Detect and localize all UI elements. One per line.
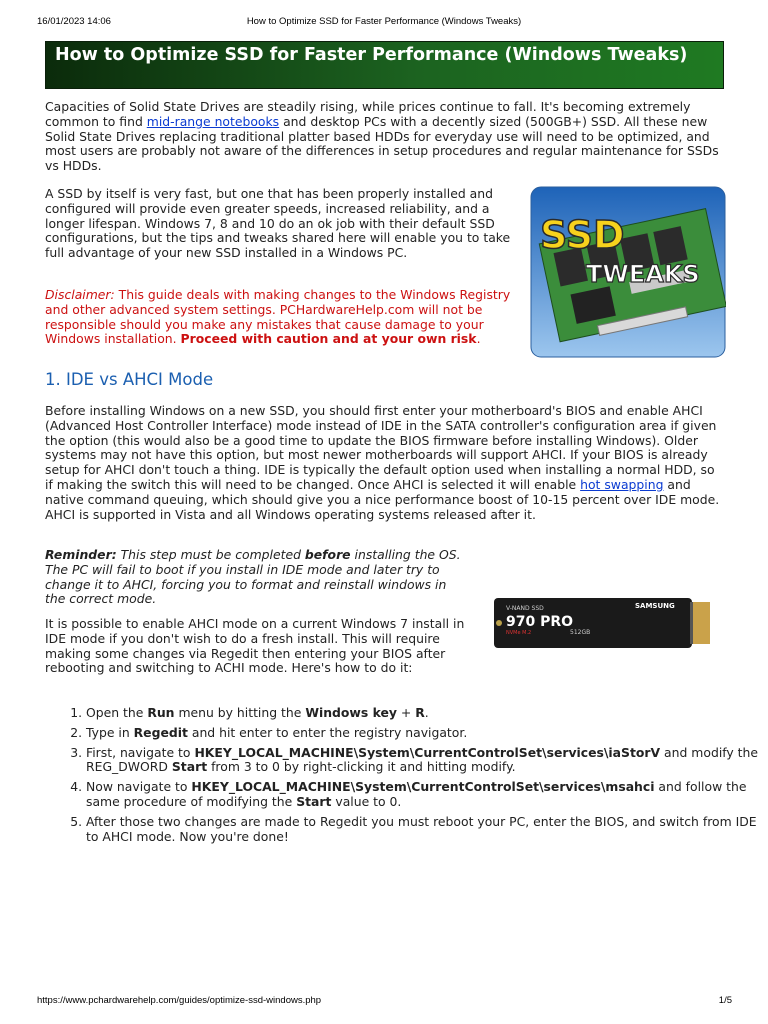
intro-paragraph: Capacities of Solid State Drives are steadily rising, while prices continue to fall. It's becoming extremely common to find mid-range notebooks and desktop PCs with a decently sized (500GB+) SSD. All these new Solid State Drives replacing traditional platter based HDDs for everyday use will need to be optimized, and most users are probably not aware of the differences in setup procedures and regular maintenance for SSDs vs HDDs. [45, 99, 719, 174]
ssd-model: 970 PRO [506, 614, 574, 630]
list-item: 1. Open the Run menu by hitting the Windows key + R. [86, 706, 766, 721]
page-number: 1/5 [718, 995, 732, 1006]
list-item: 4. Now navigate to HKEY_LOCAL_MACHINE\System\CurrentControlSet\services\msahci and follow the same procedure of modifying the Start value to 0. [86, 780, 766, 810]
steps-list [45, 706, 766, 849]
tweaks-image-line2: TWEAKS [586, 260, 700, 288]
print-title: How to Optimize SSD for Faster Performance (Windows Tweaks) [246, 16, 522, 27]
article-title-banner [45, 41, 724, 89]
ahci-paragraph: Before installing Windows on a new SSD, you should first enter your motherboard's BIOS and enable AHCI (Advanced Host Controller Interface) mode instead of IDE in the SATA controller's configuration area if given the option (this would also be a good time to update the BIOS firmware before installing Windows). Older systems may not have this option, but most newer motherboards will support AHCI. If your BIOS is already setup for AHCI don't touch a thing. IDE is typically the default option used when installing a normal HDD, so if making the switch this will need to be changed. Once AHCI is selected it will enable hot swapping and native command queuing, which should give you a nice performance boost of 10-15 percent over IDE mode. AHCI is supported in Vista and all Windows operating systems released after it. [45, 403, 720, 522]
ssd-speed-paragraph: A SSD by itself is very fast, but one that has been properly installed and configured will provide even greater speeds, increased reliability, and a longer lifespan. Windows 7, 8 and 10 do an ok job with their default SSD configurations, but the tips and tweaks shared here will enable you to take full advantage of your new SSD installed in a Windows PC. [45, 186, 511, 261]
hot-swapping-link[interactable]: hot swapping [580, 476, 664, 492]
print-date: 16/01/2023 14:06 [37, 16, 111, 27]
disclaimer: Disclaimer: This guide deals with making changes to the Windows Registry and other advanced system settings. PCHardwareHelp.com will not be responsible should you make any mistakes that cause damage to your Windows installation. Proceed with caution and at your own risk. [45, 287, 511, 347]
disclaimer-warning: Proceed with caution and at your own risk [180, 331, 477, 347]
reminder-note: Reminder: This step must be completed before installing the OS. The PC will fail to boot if you install in IDE mode and later try to change it to AHCI, forcing you to format and reinstall windows in the correct mode. [45, 547, 461, 607]
page-url: https://www.pchardwarehelp.com/guides/optimize-ssd-windows.php [37, 995, 322, 1006]
svg-text:NVMe M.2: NVMe M.2 [506, 630, 532, 636]
disclaimer-label: Disclaimer: [45, 287, 115, 302]
article-title: How to Optimize SSD for Faster Performance (Windows Tweaks) [55, 45, 688, 65]
reminder-label: Reminder: [45, 547, 117, 562]
regedit-intro-paragraph: It is possible to enable AHCI mode on a current Windows 7 install in IDE mode if you don't wish to do a fresh install. This will require making some changes via Regedit then entering your BIOS after rebooting and switching to ACHI mode. Here's how to do it: [45, 616, 465, 676]
registry-path: HKEY_LOCAL_MACHINE\System\CurrentControlSet\services\msahci [191, 779, 655, 795]
mid-range-notebooks-link[interactable]: mid-range notebooks [146, 113, 280, 129]
tweaks-image-line1: SSD [540, 213, 625, 257]
svg-text:512GB: 512GB [570, 629, 591, 636]
list-item: 3. First, navigate to HKEY_LOCAL_MACHINE\System\CurrentControlSet\services\iaStorV and modify the REG_DWORD Start from 3 to 0 by right-clicking it and hitting modify. [86, 746, 766, 776]
list-item: 2. Type in Regedit and hit enter to enter the registry navigator. [86, 726, 766, 741]
samsung-logo: SAMSUNG [635, 602, 675, 610]
svg-text:V-NAND SSD: V-NAND SSD [506, 605, 544, 612]
section-heading: 1. IDE vs AHCI Mode [45, 370, 214, 389]
samsung-ssd-image [490, 592, 714, 654]
list-item: 5. After those two changes are made to Regedit you must reboot your PC, enter the BIOS, and switch from IDE to AHCI mode. Now you're done! [86, 815, 766, 845]
registry-path: HKEY_LOCAL_MACHINE\System\CurrentControlSet\services\iaStorV [194, 744, 661, 760]
ssd-tweaks-image [530, 186, 726, 358]
